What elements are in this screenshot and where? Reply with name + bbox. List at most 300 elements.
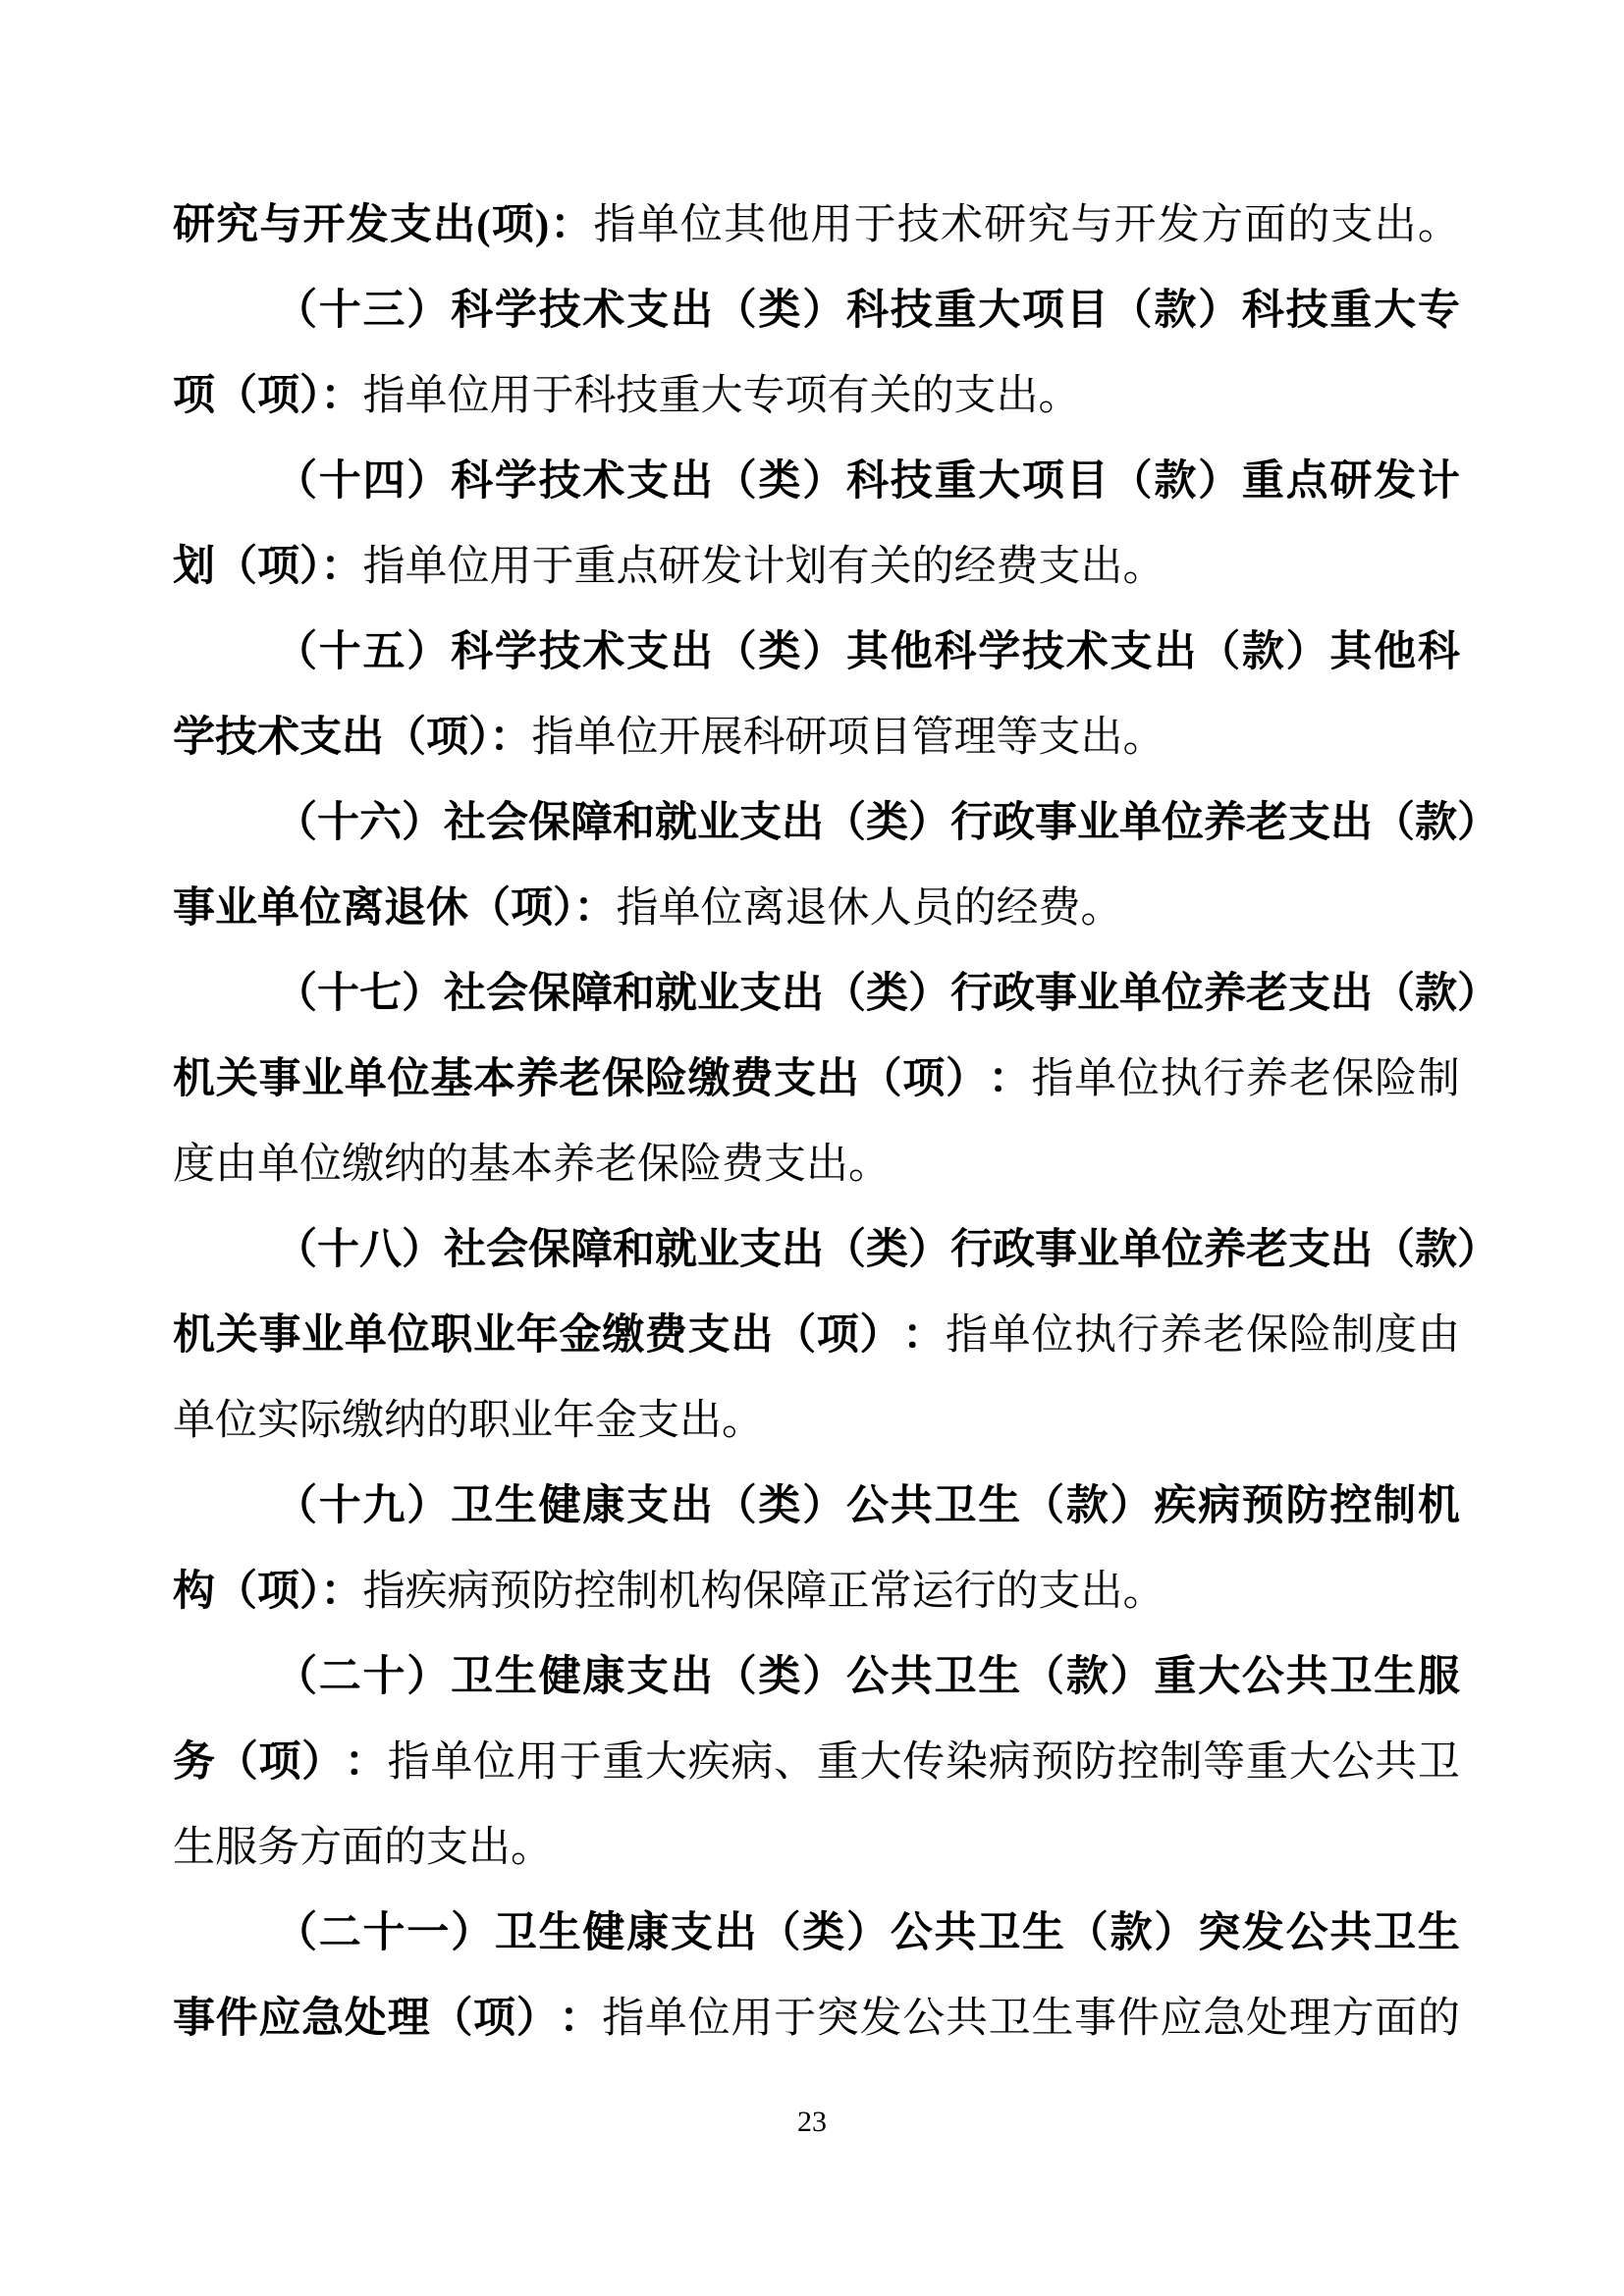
text-char: 关 <box>215 1312 258 1359</box>
text-char: 卫 <box>978 1910 1021 1956</box>
text-char: ） <box>402 971 444 1017</box>
text-char: 五 <box>362 629 406 675</box>
text-char: 十 <box>318 288 361 334</box>
text-char: ） <box>1457 971 1499 1017</box>
text-char: 公 <box>1285 1910 1328 1956</box>
text-char: 机 <box>173 1312 215 1359</box>
text-char: ） <box>406 1654 450 1700</box>
text-char: （ <box>1022 1483 1065 1529</box>
text-char: 出 <box>670 1654 713 1700</box>
text-char: 缴 <box>602 1312 645 1359</box>
text-char: 业 <box>697 971 739 1017</box>
text-char: 类 <box>866 971 908 1017</box>
text-char: 机 <box>173 1056 215 1102</box>
text-char: ） <box>802 1483 845 1529</box>
text-char: 大 <box>859 1739 902 1786</box>
text-char: ） <box>406 1483 450 1529</box>
text-char: 重 <box>934 288 977 334</box>
text-char: 卫 <box>934 1654 977 1700</box>
text-char: 由 <box>1417 1312 1460 1359</box>
text-char: 他 <box>1374 629 1417 675</box>
text-char: 科 <box>845 288 889 334</box>
text-line-21 <box>173 1891 1460 1976</box>
text-char: 其 <box>1329 629 1373 675</box>
text-line-20 <box>173 1805 1460 1891</box>
text-line-15 <box>173 1378 1460 1464</box>
text-char: 大 <box>978 288 1021 334</box>
text-char: 重 <box>1241 458 1284 505</box>
text-char: 突 <box>1198 1910 1241 1956</box>
text-char: 出 <box>670 629 713 675</box>
text-char: 。 <box>1417 202 1460 248</box>
text-char: 出 <box>1330 971 1373 1017</box>
text-char: ） <box>845 1910 889 1956</box>
text-char: 技 <box>538 288 581 334</box>
text-char: 支 <box>626 1654 670 1700</box>
text-line-10 <box>173 951 1499 1037</box>
text-char: 出 <box>782 1227 824 1273</box>
text-char: 行 <box>1116 1312 1160 1359</box>
text-char: ） <box>802 629 845 675</box>
text-char: 康 <box>626 1910 670 1956</box>
text-char: 技 <box>896 202 940 248</box>
text-char: 单 <box>1119 1227 1162 1273</box>
text-char: 养 <box>515 1056 559 1102</box>
text-char: 单 <box>1119 971 1162 1017</box>
text-char: 于 <box>559 1739 602 1786</box>
text-char: （ <box>1373 971 1415 1017</box>
text-char: 一 <box>406 1910 450 1956</box>
text-char: 疾 <box>687 1739 731 1786</box>
text-char: ） <box>406 288 450 334</box>
text-char: ） <box>402 1227 444 1273</box>
text-char: 年 <box>515 1312 559 1359</box>
text-char: 单 <box>644 1996 687 2042</box>
text-line-12 <box>173 1122 1460 1207</box>
text-char: 保 <box>528 971 570 1017</box>
text-segment: 构（项）： <box>173 1569 363 1615</box>
text-line-22 <box>173 1976 1460 2061</box>
text-char: 指 <box>602 1996 645 2042</box>
text-char: 共 <box>1375 1739 1418 1786</box>
text-char: 控 <box>1116 1739 1160 1786</box>
text-char: （ <box>824 971 866 1017</box>
text-char: 位 <box>473 1739 516 1786</box>
text-char: 老 <box>559 1056 602 1102</box>
text-char: 传 <box>902 1739 946 1786</box>
text-char: ） <box>406 629 450 675</box>
text-char: 项 <box>902 1056 946 1102</box>
text-char: 理 <box>1288 1996 1331 2042</box>
text-char: 研 <box>173 202 215 248</box>
text-char: 公 <box>902 1996 946 2042</box>
text-char: 术 <box>582 458 625 505</box>
text-char: 共 <box>1285 1654 1328 1700</box>
text-char: （ <box>1065 1910 1109 1956</box>
text-char: 位 <box>1162 1227 1204 1273</box>
text-char: 病 <box>731 1739 774 1786</box>
text-char: 单 <box>988 1312 1031 1359</box>
text-char: 项 <box>1022 458 1065 505</box>
text-char: 用 <box>731 1996 774 2042</box>
text-char: 技 <box>890 458 933 505</box>
text-line-4 <box>173 439 1460 524</box>
text-char: 会 <box>486 971 528 1017</box>
text-char: 病 <box>988 1739 1031 1786</box>
text-char: ） <box>908 800 950 846</box>
text-char: 预 <box>1031 1739 1074 1786</box>
text-char: 障 <box>570 1227 613 1273</box>
text-char: 重 <box>934 458 977 505</box>
text-char: 支 <box>687 1312 731 1359</box>
text-char: ） <box>945 1056 988 1102</box>
text-char: （ <box>275 1227 317 1273</box>
text-char: 十 <box>317 800 359 846</box>
text-char: ） <box>802 458 845 505</box>
text-char: 和 <box>613 800 655 846</box>
text-char: 于 <box>853 202 896 248</box>
text-char: 突 <box>816 1996 859 2042</box>
text-char: 应 <box>258 1996 301 2042</box>
text-char: 事 <box>173 1996 215 2042</box>
text-char: 卫 <box>988 1996 1031 2042</box>
text-char: 事 <box>1074 1996 1117 2042</box>
text-char: 政 <box>993 1227 1035 1273</box>
text-char: ） <box>859 1312 902 1359</box>
text-char: （ <box>1373 800 1415 846</box>
text-char: 八 <box>359 1227 402 1273</box>
text-char: 处 <box>344 1996 387 2042</box>
text-char: 和 <box>613 1227 655 1273</box>
text-char: 共 <box>934 1910 977 1956</box>
text-char: 计 <box>1417 458 1460 505</box>
text-char: 方 <box>1331 1996 1375 2042</box>
text-char: 业 <box>301 1312 345 1359</box>
text-char: （ <box>1110 288 1153 334</box>
text-char: ） <box>908 971 950 1017</box>
text-char: 等 <box>1203 1739 1246 1786</box>
text-char: 卫 <box>934 1483 977 1529</box>
text-char: ） <box>908 1227 950 1273</box>
text-char: 术 <box>582 629 625 675</box>
text-char: 学 <box>494 288 537 334</box>
text-char: 大 <box>978 458 1021 505</box>
text-char: 和 <box>613 971 655 1017</box>
text-char: 疾 <box>1154 1483 1197 1529</box>
text-char: 项 <box>258 1739 301 1786</box>
text-char: 十 <box>318 458 361 505</box>
text-char: 项 <box>491 202 534 248</box>
text-char: ） <box>406 458 450 505</box>
text-char: 险 <box>1375 1056 1418 1102</box>
text-char: （ <box>824 1227 866 1273</box>
text-segment: 度由单位缴纳的基本养老保险费支出。 <box>173 1142 891 1188</box>
text-char: 出 <box>1330 800 1373 846</box>
text-char: 开 <box>302 202 346 248</box>
text-char: 支 <box>739 1227 782 1273</box>
text-char: 术 <box>1065 629 1109 675</box>
text-char: 就 <box>655 1227 697 1273</box>
text-char: 项 <box>816 1312 859 1359</box>
text-char: ) <box>534 202 550 248</box>
text-char: 社 <box>444 800 486 846</box>
text-char: 支 <box>626 288 670 334</box>
text-char: 险 <box>644 1056 687 1102</box>
text-char: 障 <box>570 800 613 846</box>
text-line-13 <box>173 1207 1499 1293</box>
text-char: 七 <box>359 971 402 1017</box>
text-char: 学 <box>494 458 537 505</box>
text-char: 业 <box>1077 1227 1119 1273</box>
text-char: 科 <box>1241 288 1284 334</box>
text-char: 卫 <box>1329 1654 1373 1700</box>
text-char: 出 <box>782 800 824 846</box>
text-char: 公 <box>890 1910 933 1956</box>
text-char: 指 <box>593 202 636 248</box>
text-char: 支 <box>1288 971 1330 1017</box>
text-char: 出 <box>731 1312 774 1359</box>
text-char: ） <box>1457 800 1499 846</box>
text-char: 控 <box>1329 1483 1373 1529</box>
text-char: 防 <box>1074 1739 1117 1786</box>
text-line-9 <box>173 866 1460 951</box>
text-char: （ <box>275 458 317 505</box>
text-char: 养 <box>1245 1056 1288 1102</box>
text-line-6 <box>173 610 1460 695</box>
text-char: 行 <box>950 971 993 1017</box>
text-char: 理 <box>387 1996 430 2042</box>
text-char: 务 <box>173 1739 215 1786</box>
text-char: 出 <box>1374 202 1417 248</box>
text-char: 术 <box>582 288 625 334</box>
text-char: 研 <box>1329 458 1373 505</box>
text-char: 服 <box>1417 1654 1460 1700</box>
text-char: 技 <box>538 629 581 675</box>
text-char: 单 <box>430 1739 473 1786</box>
text-char: 款 <box>1154 288 1197 334</box>
text-char: 生 <box>1031 1996 1074 2042</box>
text-char: （ <box>1373 1227 1415 1273</box>
text-char: 件 <box>215 1996 258 2042</box>
text-char: （ <box>275 1654 317 1700</box>
text-line-1 <box>173 183 1460 268</box>
text-char: （ <box>275 1910 317 1956</box>
text-char: 缴 <box>687 1056 731 1102</box>
text-char: ） <box>802 288 845 334</box>
text-char: 卫 <box>494 1910 537 1956</box>
text-char: 究 <box>1027 202 1070 248</box>
text-char: 公 <box>1241 1654 1284 1700</box>
text-char: 十 <box>317 1227 359 1273</box>
text-line-8 <box>173 780 1499 866</box>
text-char: 政 <box>993 800 1035 846</box>
text-char: 卫 <box>451 1483 494 1529</box>
text-char: 专 <box>1417 288 1460 334</box>
text-char: 项 <box>473 1996 516 2042</box>
text-char: 老 <box>1288 1056 1331 1102</box>
text-char: 出 <box>1330 1227 1373 1273</box>
text-char: 类 <box>866 800 908 846</box>
text-char: 老 <box>1246 1227 1288 1273</box>
text-char: 发 <box>859 1996 902 2042</box>
text-char: 位 <box>387 1312 430 1359</box>
text-char: 点 <box>1285 458 1328 505</box>
text-char: 业 <box>1077 971 1119 1017</box>
text-segment: 指单位开展科研项目管理等支出。 <box>531 715 1165 761</box>
text-char: 生 <box>538 1910 581 1956</box>
text-char: ） <box>451 1910 494 1956</box>
text-segment: 划（项）： <box>173 544 363 590</box>
text-char: （ <box>714 1654 757 1700</box>
text-char: 保 <box>1331 1056 1375 1102</box>
text-char: 度 <box>1375 1312 1418 1359</box>
text-line-17 <box>173 1549 1460 1634</box>
text-char: 职 <box>430 1312 473 1359</box>
text-char: 二 <box>318 1654 361 1700</box>
text-char: 款 <box>1415 971 1457 1017</box>
text-char: ） <box>1457 1227 1499 1273</box>
text-char: ） <box>402 800 444 846</box>
text-char: 费 <box>644 1312 687 1359</box>
text-char: 、 <box>774 1739 817 1786</box>
text-char: 养 <box>1204 1227 1246 1273</box>
text-char: 指 <box>1031 1056 1074 1102</box>
text-char: 三 <box>362 288 406 334</box>
text-char: 出 <box>670 458 713 505</box>
text-segment: 指单位用于重点研发计划有关的经费支出。 <box>362 544 1165 590</box>
text-char: ） <box>802 1654 845 1700</box>
text-char: 事 <box>1035 971 1077 1017</box>
text-char: 本 <box>473 1056 516 1102</box>
text-char: 位 <box>687 1996 731 2042</box>
text-char: （ <box>275 1483 317 1529</box>
text-char: 就 <box>655 800 697 846</box>
text-line-19 <box>173 1720 1460 1805</box>
text-char: 出 <box>670 288 713 334</box>
text-char: 出 <box>433 202 476 248</box>
text-char: 支 <box>1110 629 1153 675</box>
text-char: ） <box>1198 288 1241 334</box>
text-char: 老 <box>1246 800 1288 846</box>
text-char: 出 <box>816 1056 859 1102</box>
text-char: 类 <box>866 1227 908 1273</box>
text-char: 六 <box>359 800 402 846</box>
text-char: 件 <box>1116 1996 1160 2042</box>
text-char: 用 <box>515 1739 559 1786</box>
text-char: （ <box>758 1910 801 1956</box>
text-char: 出 <box>1154 629 1197 675</box>
text-char: （ <box>275 971 317 1017</box>
text-char: 养 <box>1204 971 1246 1017</box>
text-char: 研 <box>984 202 1027 248</box>
text-char: ） <box>1154 1910 1197 1956</box>
text-segment: 事业单位离退休（项）： <box>173 885 617 932</box>
text-char: 障 <box>570 971 613 1017</box>
text-char: 社 <box>444 1227 486 1273</box>
text-line-5 <box>173 524 1460 610</box>
text-char: 事 <box>1035 800 1077 846</box>
text-char: 染 <box>945 1739 988 1786</box>
text-char: ） <box>515 1996 559 2042</box>
text-char: 制 <box>1374 1483 1417 1529</box>
text-char: 会 <box>486 800 528 846</box>
text-char: 单 <box>1119 800 1162 846</box>
text-char: 支 <box>626 458 670 505</box>
text-char: 制 <box>1160 1739 1203 1786</box>
text-char: 指 <box>945 1312 988 1359</box>
text-char: 支 <box>626 629 670 675</box>
text-char: 支 <box>389 202 432 248</box>
text-char: 执 <box>1160 1056 1203 1102</box>
text-char: 他 <box>890 629 933 675</box>
text-char: 业 <box>301 1056 345 1102</box>
text-char: 养 <box>1160 1312 1203 1359</box>
text-char: ） <box>1110 1483 1153 1529</box>
text-char: 处 <box>1245 1996 1288 2042</box>
text-char: 共 <box>945 1996 988 2042</box>
text-char: 支 <box>670 1910 713 1956</box>
text-char: 款 <box>1415 800 1457 846</box>
text-char: 科 <box>451 629 494 675</box>
text-char: 十 <box>317 971 359 1017</box>
text-char: 制 <box>1331 1312 1375 1359</box>
text-segment: 指单位离退休人员的经费。 <box>616 885 1123 932</box>
text-char: 技 <box>538 458 581 505</box>
text-char: 方 <box>1200 202 1243 248</box>
text-line-14 <box>173 1293 1460 1378</box>
text-char: 款 <box>1065 1483 1109 1529</box>
text-char: 支 <box>739 800 782 846</box>
text-char: 出 <box>782 971 824 1017</box>
text-char: ） <box>1110 1654 1153 1700</box>
text-char: 生 <box>978 1483 1021 1529</box>
text-char: 款 <box>1241 629 1284 675</box>
text-char: 生 <box>1417 1910 1460 1956</box>
text-char: 生 <box>494 1483 537 1529</box>
text-char: （ <box>275 800 317 846</box>
text-char: 技 <box>890 288 933 334</box>
text-char: 关 <box>215 1056 258 1102</box>
text-char: 与 <box>1070 202 1113 248</box>
text-line-16 <box>173 1464 1460 1549</box>
text-char: 生 <box>1022 1910 1065 1956</box>
text-char: 重 <box>1245 1739 1288 1786</box>
text-char: 其 <box>724 202 767 248</box>
text-char: 卫 <box>1374 1910 1417 1956</box>
text-char: 技 <box>1022 629 1065 675</box>
text-char: 目 <box>1065 458 1109 505</box>
text-char: 款 <box>1154 458 1197 505</box>
text-char: 老 <box>1203 1312 1246 1359</box>
text-char: （ <box>215 1739 258 1786</box>
text-char: 金 <box>559 1312 602 1359</box>
text-char: 行 <box>950 800 993 846</box>
text-char: 目 <box>1065 288 1109 334</box>
text-char: 单 <box>344 1312 387 1359</box>
text-char: 卫 <box>1417 1739 1460 1786</box>
text-char: 类 <box>758 629 801 675</box>
text-char: 卫 <box>451 1654 494 1700</box>
text-char: 预 <box>1241 1483 1284 1529</box>
text-char: 他 <box>767 202 810 248</box>
text-char: 款 <box>1415 1227 1457 1273</box>
text-char: 老 <box>1246 971 1288 1017</box>
text-char: ： <box>988 1056 1031 1102</box>
text-char: 共 <box>890 1654 933 1700</box>
text-char: 生 <box>1374 1654 1417 1700</box>
text-char: 十 <box>362 1654 406 1700</box>
text-char: （ <box>859 1056 902 1102</box>
